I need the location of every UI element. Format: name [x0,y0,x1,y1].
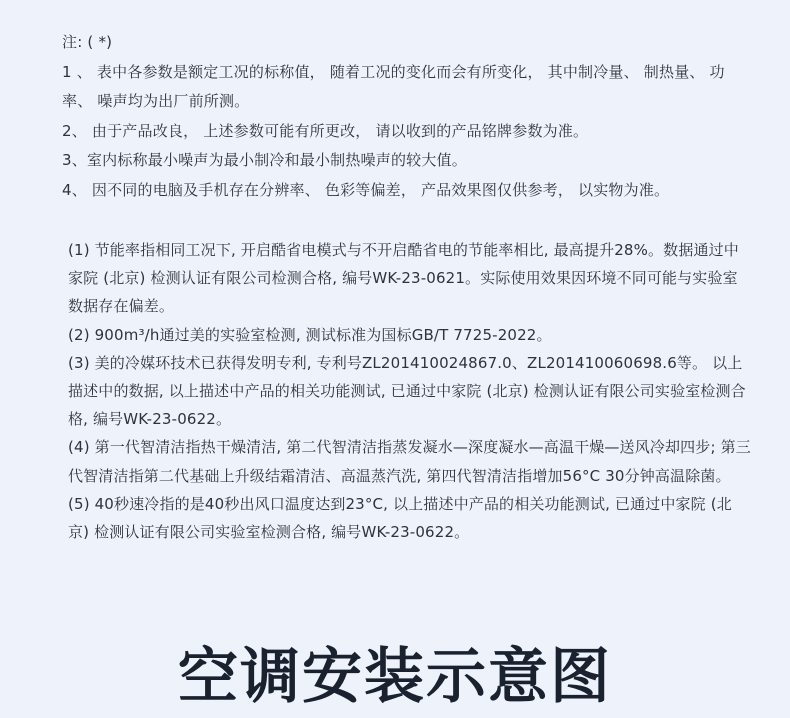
section-heading: 空调安装示意图 [178,642,612,712]
footnote-4: (4) 第一代智清洁指热干燥清洁, 第二代智清洁指蒸发凝水—深度凝水—高温干燥—送风冷却四步; 第三代智清洁指第二代基础上升级结霜清洁、高温蒸汽洗, 第四代智清洁指增加56°C 30分钟高温除菌。 [68,438,751,485]
footnote-3: (3) 美的冷媒环技术已获得发明专利, 专利号ZL201410024867.0、ZL201410060698.6等。 以上描述中的数据, 以上描述中产品的相关功能测试, 已通过中家院 (北京) 检测认证有限公司实验室检测合格, 编号WK-23-0622。 [68,353,746,429]
note-item-4: 4、 因不同的电脑及手机存在分辨率、 色彩等偏差， 产品效果图仅供参考， 以实物为准。 [62,180,670,199]
footnote-1: (1) 节能率指相同工况下, 开启酷省电模式与不开启酷省电的节能率相比, 最高提升28%。数据通过中家院 (北京) 检测认证有限公司检测合格, 编号WK-23-0621。实际使用效果因环境不同可能与实验室数据存在偏差。 [68,241,739,316]
footnote-2: (2) 900m³/h通过美的实验室检测, 测试标准为国标GB/T 7725-2022。 [68,325,552,344]
footnote-5: (5) 40秒速冷指的是40秒出风口温度达到23°C, 以上描述中产品的相关功能测试, 已通过中家院 (北京) 检测认证有限公司实验室检测合格, 编号WK-23-0622。 [68,494,732,542]
note-item-2: 2、 由于产品改良， 上述参数可能有所更改， 请以收到的产品铭牌参数为准。 [62,121,589,140]
notes-section [62,28,752,205]
notes-title: 注: ( *) [62,33,113,51]
note-item-3: 3、室内标称最小噪声为最小制冷和最小制热噪声的较大值。 [62,151,467,169]
footnotes-section [62,236,752,546]
note-item-1: 1 、 表中各参数是额定工况的标称值， 随着工况的变化而会有所变化， 其中制冷量、 制热量、 功率、 噪声均为出厂前所测。 [62,62,725,110]
